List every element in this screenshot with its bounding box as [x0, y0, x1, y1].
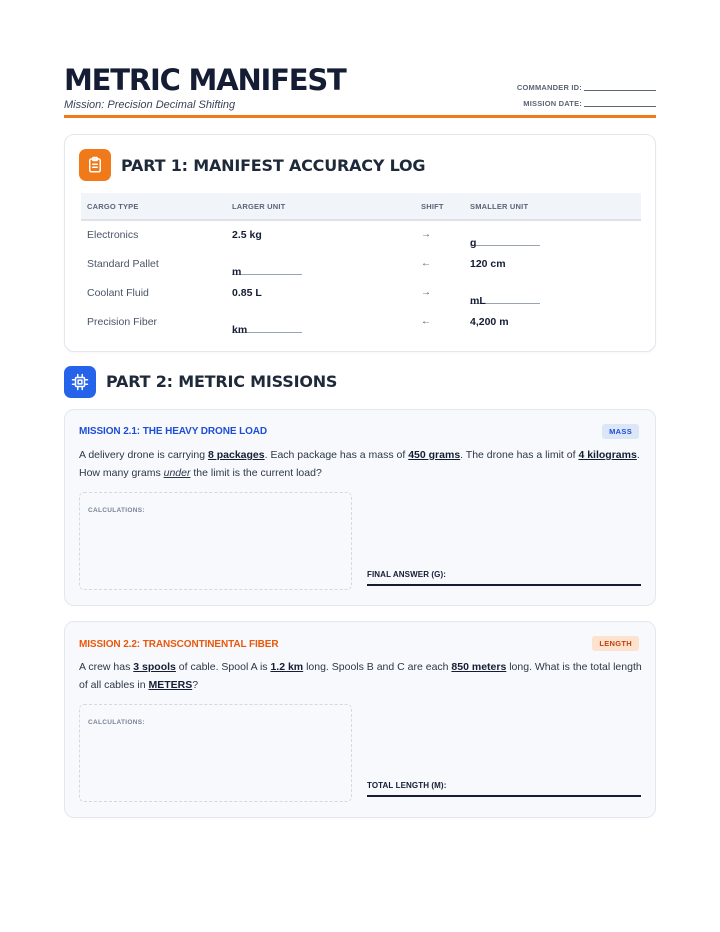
table-row — [81, 250, 641, 279]
header-divider — [64, 115, 656, 118]
col-header-cargo: CARGO TYPE — [87, 202, 139, 211]
shift-arrow: ← — [421, 316, 431, 327]
unit-label: mL — [470, 295, 486, 307]
table-header — [81, 193, 641, 221]
prompt-text: A delivery drone is carrying — [79, 449, 208, 461]
cargo-cell: Precision Fiber — [87, 316, 158, 328]
prompt-text: . How many grams — [79, 449, 640, 479]
cargo-cell: Standard Pallet — [87, 258, 159, 270]
page-title: METRIC MANIFEST — [64, 63, 346, 97]
meta-fields — [517, 82, 656, 114]
col-header-shift: SHIFT — [421, 202, 444, 211]
prompt-italic: under — [163, 467, 191, 479]
table-row — [81, 308, 641, 337]
prompt-emphasis: 8 packages — [207, 449, 265, 461]
part2-title: PART 2: METRIC MISSIONS — [106, 372, 338, 391]
prompt-text: . The drone has a limit of — [460, 449, 579, 461]
mission-title: MISSION 2.2: TRANSCONTINENTAL FIBER — [79, 639, 279, 650]
final-answer-line[interactable]: FINAL ANSWER (G): — [367, 570, 641, 586]
cargo-cell: Electronics — [87, 229, 139, 241]
prompt-text: of cable. Spool A is — [175, 661, 271, 673]
commander-id-blank[interactable] — [584, 83, 656, 91]
mission-tag: LENGTH — [592, 636, 639, 651]
manifest-table — [81, 193, 641, 337]
prompt-text: A crew has — [79, 661, 134, 673]
mission-date-blank[interactable] — [584, 99, 656, 107]
prompt-emphasis: 450 grams — [408, 449, 461, 461]
prompt-emphasis: 4 kilograms — [578, 449, 637, 461]
prompt-text: . Each package has a mass of — [264, 449, 409, 461]
table-row — [81, 221, 641, 250]
prompt-emphasis: 1.2 km — [270, 661, 304, 673]
cargo-cell: Coolant Fluid — [87, 287, 149, 299]
answer-blank[interactable] — [232, 266, 302, 275]
calculations-box[interactable] — [79, 704, 352, 802]
shift-arrow: ← — [421, 258, 431, 269]
calculations-label: CALCULATIONS: — [88, 719, 145, 726]
smaller-cell: 120 cm — [470, 258, 506, 270]
smaller-cell: 4,200 m — [470, 316, 509, 328]
mission-date-field[interactable] — [517, 98, 656, 114]
clipboard-icon — [79, 149, 111, 181]
unit-label: g — [470, 237, 477, 249]
larger-cell: 2.5 kg — [232, 229, 262, 241]
mission-prompt — [79, 446, 645, 482]
mission-title: MISSION 2.1: THE HEAVY DRONE LOAD — [79, 426, 268, 437]
mission-date-label: MISSION DATE: — [523, 99, 582, 108]
unit-label: m — [232, 266, 242, 278]
prompt-text: ? — [192, 679, 199, 691]
table-row — [81, 279, 641, 308]
prompt-text: the limit is the current load? — [190, 467, 322, 479]
calculations-label: CALCULATIONS: — [88, 507, 145, 514]
shift-arrow: → — [421, 229, 431, 240]
page-subtitle: Mission: Precision Decimal Shifting — [64, 99, 236, 111]
larger-cell: 0.85 L — [232, 287, 262, 299]
col-header-larger: LARGER UNIT — [232, 202, 286, 211]
answer-blank[interactable] — [470, 237, 540, 246]
chip-icon — [64, 366, 96, 398]
prompt-emphasis: METERS — [148, 679, 193, 691]
mission-prompt — [79, 658, 645, 694]
unit-label: km — [232, 324, 248, 336]
mission-card-mass — [64, 409, 656, 606]
calculations-box[interactable] — [79, 492, 352, 590]
page-header — [64, 64, 656, 111]
total-length-line[interactable]: TOTAL LENGTH (M): — [367, 781, 641, 797]
prompt-text: long. What is the total length of all cables in — [79, 661, 642, 691]
mission-card-length — [64, 621, 656, 818]
prompt-emphasis: 850 meters — [451, 661, 507, 673]
part1-card — [64, 134, 656, 352]
part1-title: PART 1: MANIFEST ACCURACY LOG — [121, 156, 426, 175]
mission-tag: MASS — [602, 424, 639, 439]
prompt-emphasis: 3 spools — [133, 661, 176, 673]
col-header-smaller: SMALLER UNIT — [470, 202, 529, 211]
shift-arrow: → — [421, 287, 431, 298]
commander-id-field[interactable] — [517, 82, 656, 98]
commander-id-label: COMMANDER ID: — [516, 83, 582, 92]
prompt-text: long. Spools B and C are each — [303, 661, 452, 673]
